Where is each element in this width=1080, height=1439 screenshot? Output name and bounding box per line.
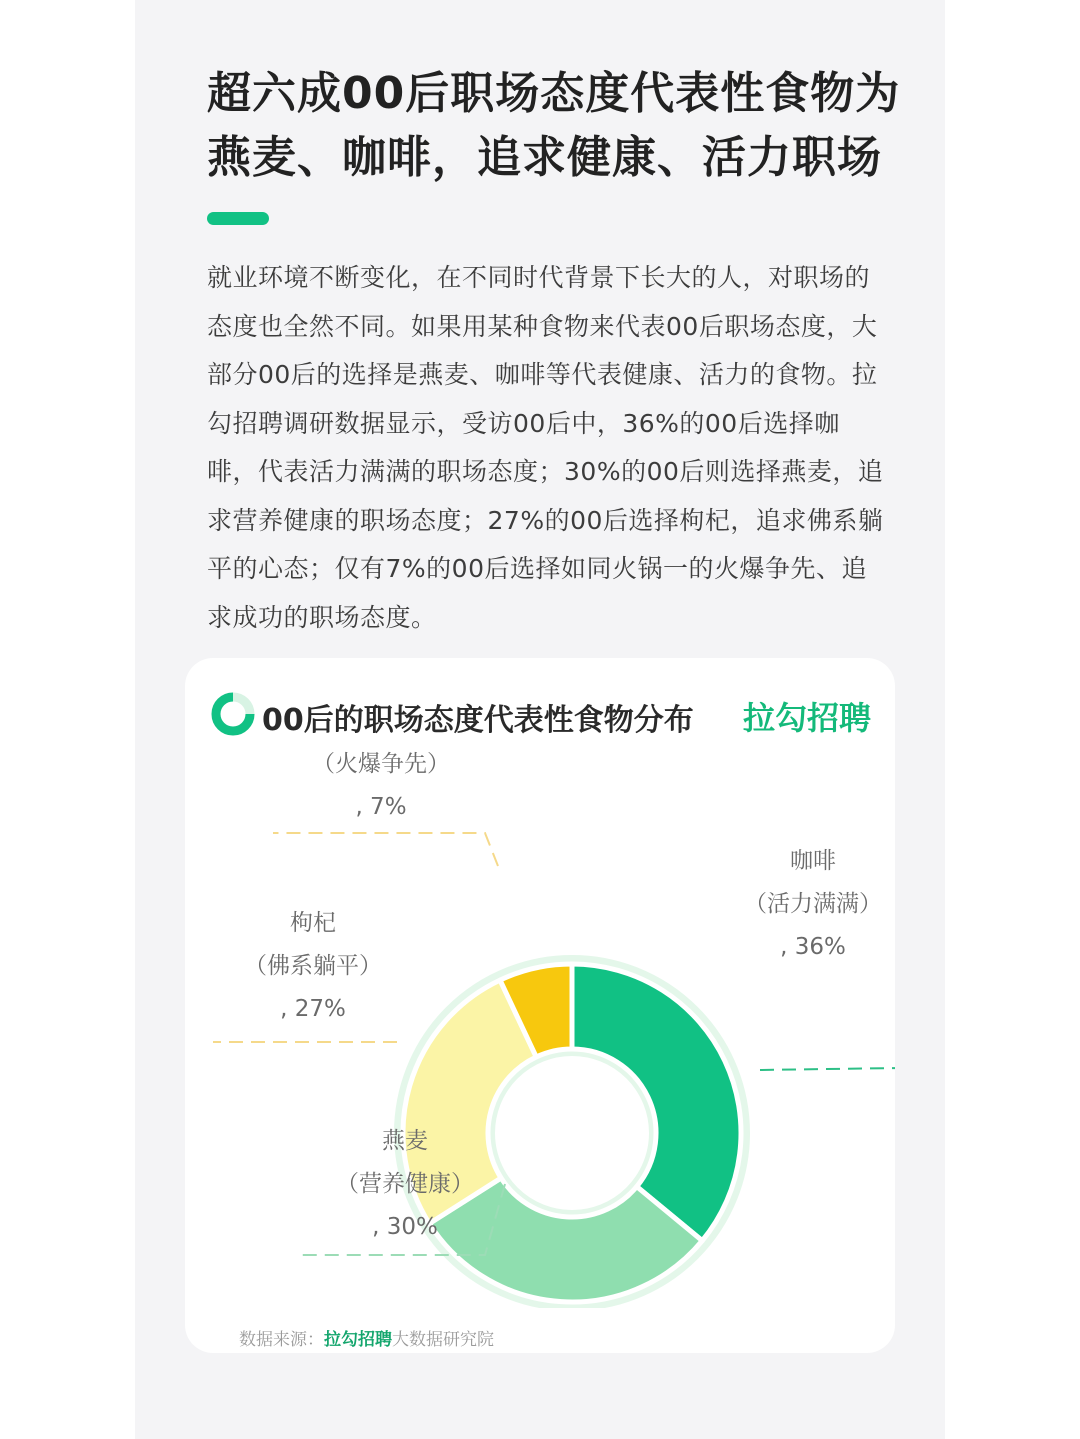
slice-0 (572, 964, 741, 1241)
article-page (135, 0, 945, 1439)
slice-name-1: 燕麦 (382, 1128, 428, 1154)
slice-name-0: 咖啡 (790, 848, 836, 874)
chart-title: 00后的职场态度代表性食物分布 (262, 703, 694, 738)
accent-divider (207, 212, 269, 225)
chart-header (209, 688, 879, 744)
intro-paragraph: 就业环境不断变化，在不同时代背景下长大的人，对职场的态度也全然不同。如果用某种食物来代表00后职场态度，大部分00后的选择是燕麦、咖啡等代表健康、活力的食物。拉勾招聘调研数据显示，受访00后中，36%的00后选择咖啡，代表活力满满的职场态度；30%的00后则选择燕麦，追求营养健康的职场态度；27%的00后选择枸杞，追求佛系躺平的心态；仅有7%的00后选择如同火锅一的火爆争先、追求成功的职场态度。 (207, 263, 884, 632)
slice-percent-2: , 27% (280, 996, 346, 1022)
slice-percent-1: , 30% (372, 1214, 438, 1240)
brand-name: 拉勾招聘 (742, 699, 871, 737)
slice-desc-0: （活力满满） (744, 891, 882, 917)
data-source (239, 1325, 494, 1350)
slice-name-2: 枸杞 (290, 910, 336, 936)
leader-line-3 (273, 833, 498, 866)
slice-desc-3: （火爆争先） (312, 751, 450, 777)
leader-line-0 (760, 1068, 895, 1070)
slice-percent-3: , 7% (355, 794, 407, 820)
chart-card (185, 658, 895, 1353)
slice-desc-2: （佛系躺平） (244, 953, 382, 979)
headline-line-1: 超六成00后职场态度代表性食物为 (207, 68, 901, 119)
donut-chart (185, 748, 895, 1308)
chart-slices (403, 964, 741, 1302)
slice-desc-1: （营养健康） (336, 1171, 474, 1197)
source-brand: 拉勾招聘 (324, 1330, 392, 1350)
slice-percent-0: , 36% (780, 934, 846, 960)
source-suffix: 大数据研究院 (392, 1330, 494, 1350)
headline-line-2: 燕麦、咖啡，追求健康、活力职场 (207, 132, 882, 183)
donut-logo-icon (209, 690, 257, 738)
inner-halo (492, 1053, 652, 1213)
headline (207, 62, 907, 190)
source-prefix: 数据来源： (239, 1330, 324, 1350)
